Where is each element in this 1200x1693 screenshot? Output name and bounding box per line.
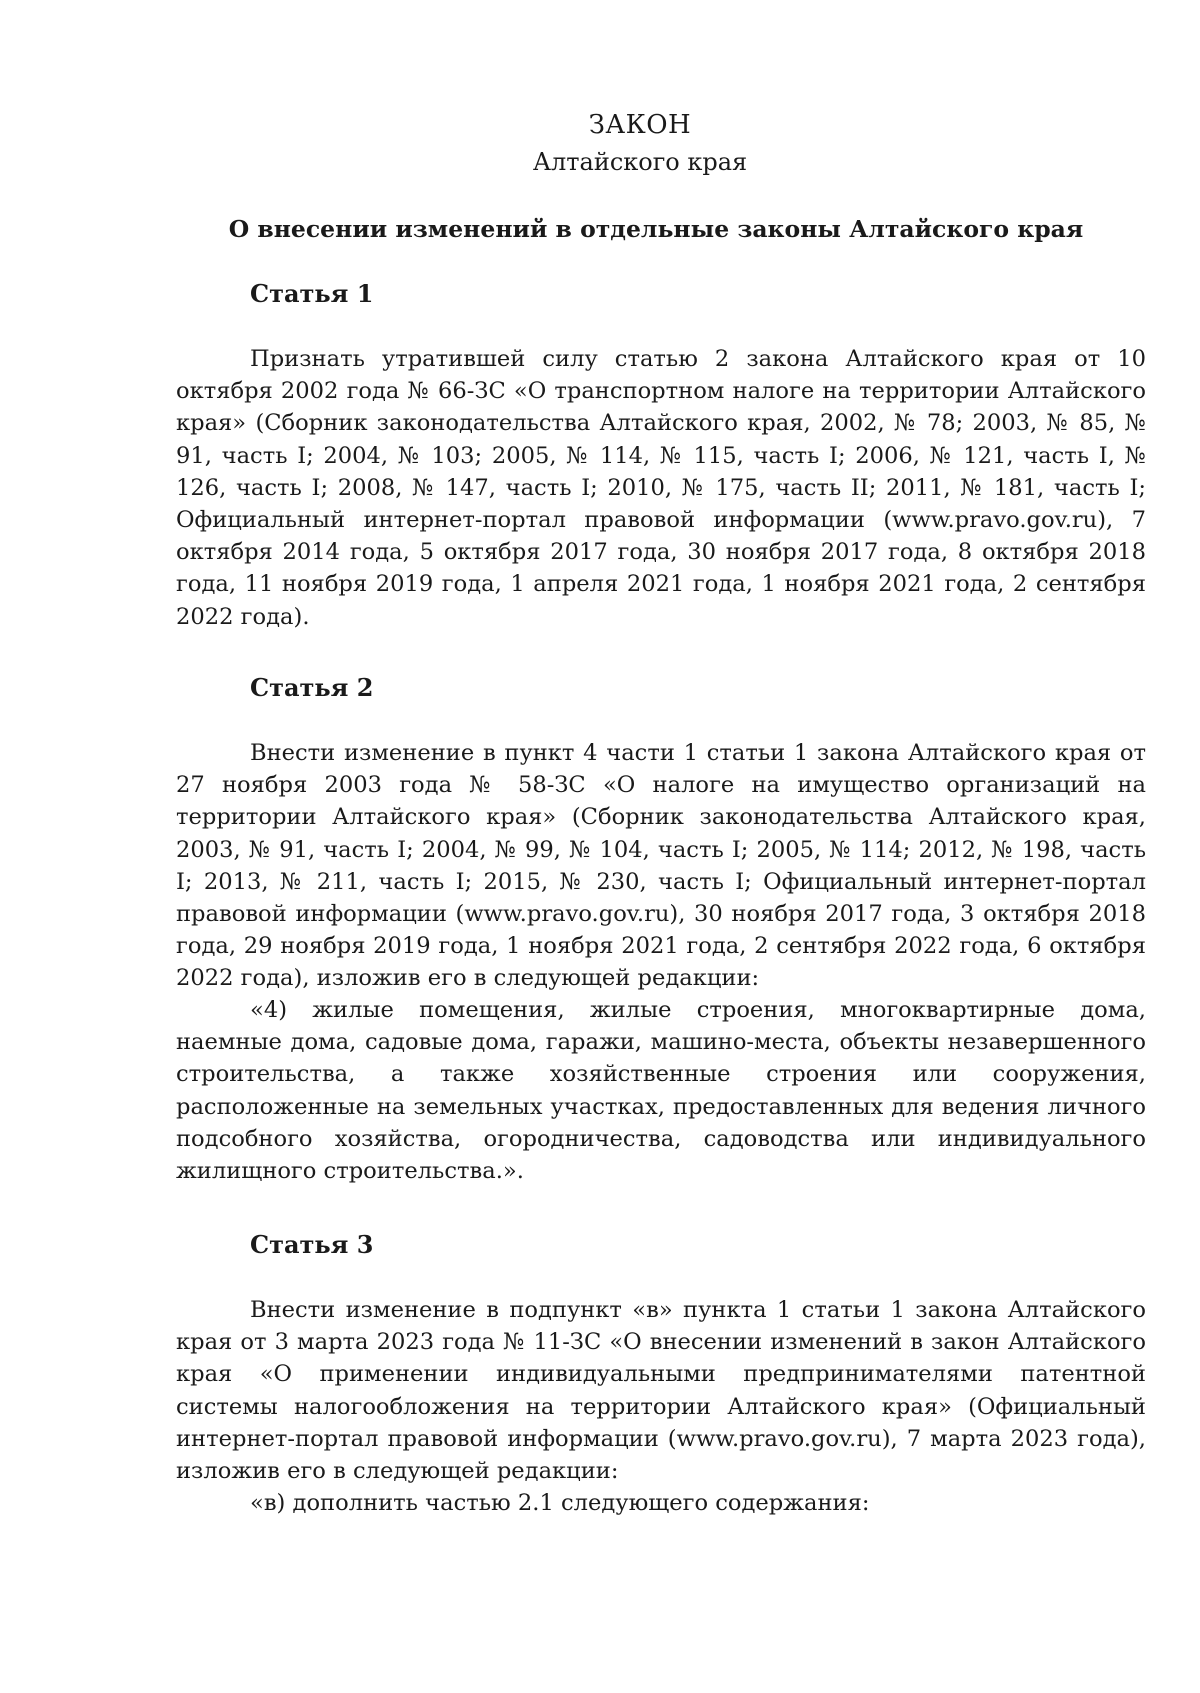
document-heading: О внесении изменений в отдельные законы Алтайского края — [228, 215, 1084, 243]
article-1-title: Статья 1 — [250, 279, 374, 308]
article-2-paragraph-2: «4) жилые помещения, жилые строения, многоквартирные дома, наемные дома, садовые дома, гаражи, машино-места, объекты незавершенного строительства, а также хозяйственные строения или сооружения, расположенные на земельных участках, предоставленных для ведения личного подсобного хозяйства, огородничества, садоводства или индивидуального жилищного строительства.». — [176, 997, 1146, 1185]
article-3-paragraph-2: «в) дополнить частью 2.1 следующего содержания: — [250, 1490, 870, 1516]
article-2-title: Статья 2 — [250, 673, 374, 702]
article-1-paragraph-1: Признать утратившей силу статью 2 закона Алтайского края от 10 октября 2002 года № 66-ЗС «О транспортном налоге на территории Алтайского края» (Сборник законодательства Алтайского края, 2002, № 78; 2003, № 85, № 91, часть I; 2004, № 103; 2005, № 114, № 115, часть I; 2006, № 121, часть I, № 126, часть I; 2008, № 147, часть I; 2010, № 175, часть II; 2011, № 181, часть I; Официальный интернет-портал правовой информации (www.pravo.gov.ru), 7 октября 2014 года, 5 октября 2017 года, 30 ноября 2017 года, 8 октября 2018 года, 11 ноября 2019 года, 1 апреля 2021 года, 1 ноября 2021 года, 2 сентября 2022 года). — [176, 346, 1146, 630]
article-2-paragraph-1: Внести изменение в пункт 4 части 1 статьи 1 закона Алтайского края от 27 ноября 2003 года № 58-ЗС «О налоге на имущество организаций на территории Алтайского края» (Сборник законодательства Алтайского края, 2003, № 91, часть I; 2004, № 99, № 104, часть I; 2005, № 114; 2012, № 198, часть I; 2013, № 211, часть I; 2015, № 230, часть I; Официальный интернет-портал правовой информации (www.pravo.gov.ru), 30 ноября 2017 года, 3 октября 2018 года, 29 ноября 2019 года, 1 ноября 2021 года, 2 сентября 2022 года, 6 октября 2022 года), изложив его в следующей редакции: — [176, 740, 1146, 992]
article-3-paragraph-1: Внести изменение в подпункт «в» пункта 1 статьи 1 закона Алтайского края от 3 марта 2023 года № 11-ЗС «О внесении изменений в закон Алтайского края «О применении индивидуальными предпринимателями патентной системы налогообложения на территории Алтайского края» (Официальный интернет-портал правовой информации (www.pravo.gov.ru), 7 марта 2023 года), изложив его в следующей редакции: — [176, 1297, 1146, 1485]
document-subtitle: Алтайского края — [532, 148, 748, 176]
document-title: ЗАКОН — [588, 110, 692, 140]
article-3-title: Статья 3 — [250, 1230, 374, 1259]
